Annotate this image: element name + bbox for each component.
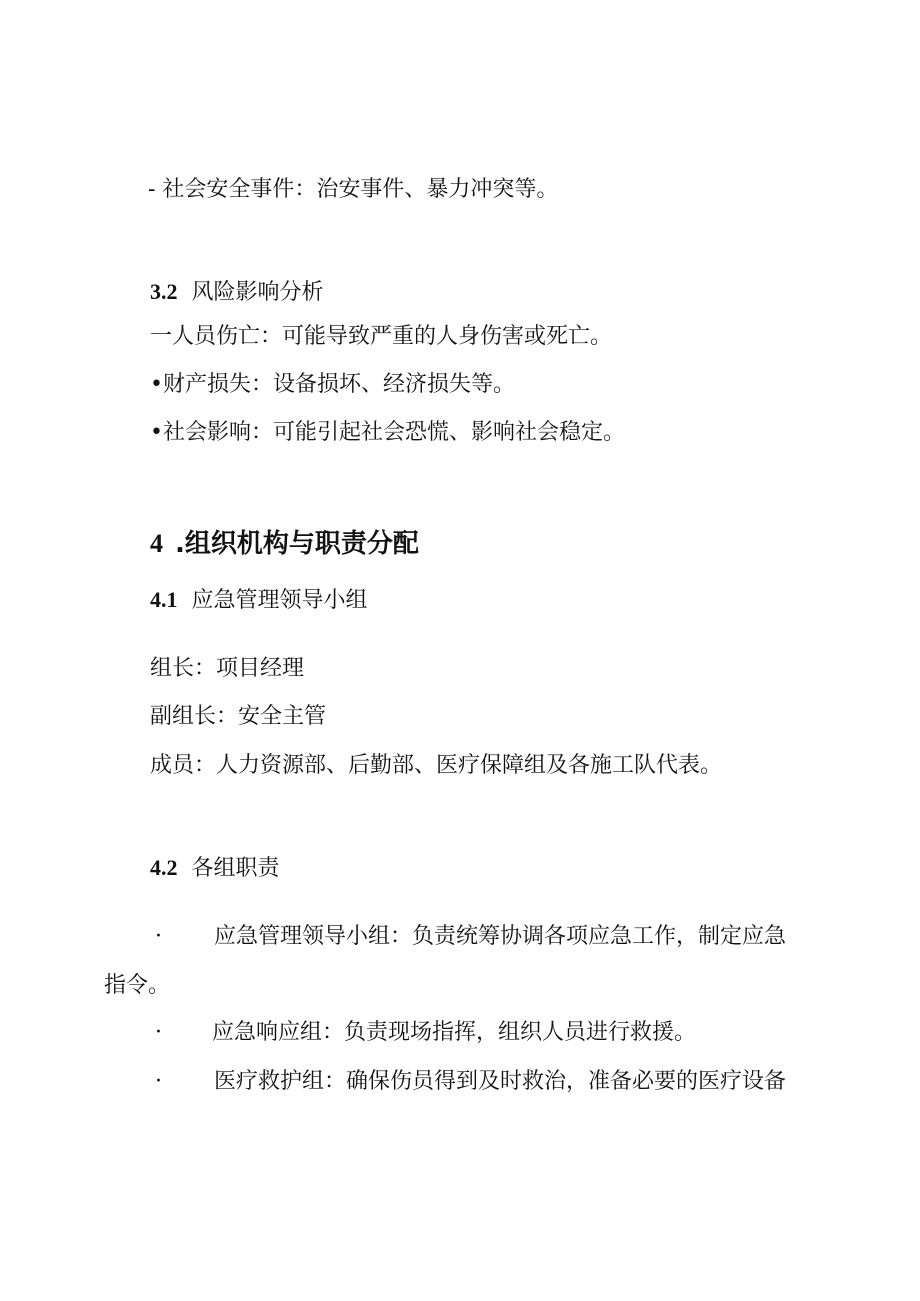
list-item: 应急响应组：负责现场指挥，组织人员进行救援。 xyxy=(212,1020,697,1045)
text-line: - 社会安全事件：治安事件、暴力冲突等。 xyxy=(148,177,559,202)
section-title: 应急管理领导小组 xyxy=(191,588,368,613)
bullet-icon: · xyxy=(155,1020,162,1045)
section-heading-4-1 xyxy=(150,585,368,616)
section-number: 3.2 xyxy=(150,279,178,304)
chapter-heading-4 xyxy=(150,527,419,561)
list-item-continuation: 指令。 xyxy=(104,973,171,998)
chapter-title: .组织机构与职责分配 xyxy=(175,529,419,559)
section-title: 各组职责 xyxy=(191,856,280,881)
text-line: •社会影响：可能引起社会恐慌、影响社会稳定。 xyxy=(150,420,625,445)
section-number: 4.1 xyxy=(150,587,178,612)
text-line: 副组长：安全主管 xyxy=(150,704,327,729)
list-item: 医疗救护组：确保伤员得到及时救治，准备必要的医疗设备 xyxy=(214,1069,787,1094)
bullet-icon: · xyxy=(155,1069,162,1094)
text-line: 组长：项目经理 xyxy=(150,656,305,681)
text-line: 一人员伤亡：可能导致严重的人身伤害或死亡。 xyxy=(150,324,613,349)
chapter-number: 4 xyxy=(150,529,163,558)
section-number: 4.2 xyxy=(150,855,178,880)
section-heading-4-2 xyxy=(150,853,280,884)
section-heading-3-2 xyxy=(150,277,324,308)
list-item: 应急管理领导小组：负责统筹协调各项应急工作，制定应急 xyxy=(214,924,787,949)
section-title: 风险影响分析 xyxy=(191,280,324,305)
bullet-icon: · xyxy=(155,924,162,949)
text-line: 成员：人力资源部、后勤部、医疗保障组及各施工队代表。 xyxy=(150,753,723,778)
text-line: •财产损失：设备损坏、经济损失等。 xyxy=(150,372,515,397)
